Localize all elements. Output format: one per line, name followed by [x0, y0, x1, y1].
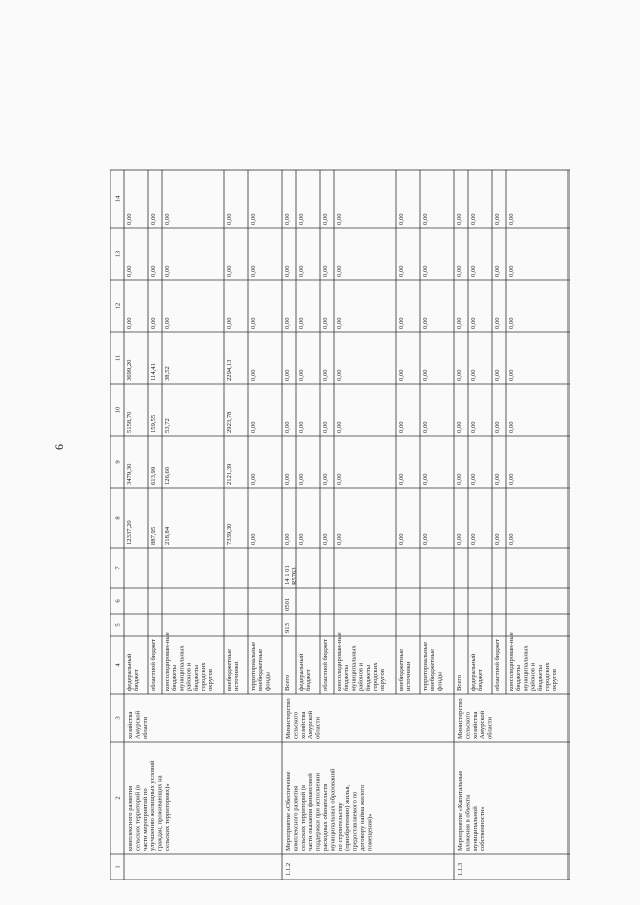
amount-value: 0,00 [322, 369, 329, 381]
amount-value: 7339,30 [226, 523, 233, 545]
amount-value: 0,00 [422, 421, 429, 433]
amount-value: 0,00 [336, 317, 343, 329]
row-name-line: помещения)» [366, 813, 374, 851]
amount-value: 218,84 [164, 526, 171, 545]
amount-value: 159,55 [150, 414, 157, 433]
source-label: округов [551, 669, 559, 691]
amount-value: 0,00 [322, 265, 329, 277]
amount-value: 0,00 [164, 317, 171, 329]
source-label: областной бюджет [322, 638, 329, 691]
amount-value: 0,00 [250, 473, 257, 485]
row-name-line: Мероприятие «Капитальные [457, 770, 464, 851]
amount-value: 0,00 [322, 473, 329, 485]
row-executor-line: хозяйства [299, 711, 307, 739]
column-number-13: 13 [114, 250, 122, 258]
amount-value: 0,00 [398, 369, 405, 381]
row-name-line: сельских территориях)» [164, 783, 171, 851]
row-name-line: вложения в объекты [464, 794, 472, 851]
amount-value: 0,00 [164, 265, 171, 277]
amount-value: 0,00 [150, 213, 157, 225]
amount-value: 0,00 [322, 213, 329, 225]
amount-value: 0,00 [470, 421, 477, 433]
source-label: муниципальных [350, 645, 358, 691]
column-number-11: 11 [114, 354, 122, 362]
amount-value: 0,00 [470, 369, 477, 381]
row-executor-line: Министерство [285, 698, 292, 739]
amount-value: 0,00 [164, 213, 171, 225]
source-label: городских [544, 662, 551, 691]
amount-value: 5158,70 [126, 411, 133, 433]
source-label: областной бюджет [150, 638, 157, 691]
column-number-10: 10 [114, 406, 122, 414]
amount-value: 0,00 [456, 265, 463, 277]
amount-value: 0,00 [150, 265, 157, 277]
source-label: источники [405, 661, 413, 691]
amount-value: 2294,13 [226, 359, 233, 381]
source-label: муниципальных [522, 645, 530, 691]
budget-table-grid [110, 30, 570, 880]
amount-value: 126,60 [164, 466, 171, 485]
column-number-4: 4 [114, 663, 122, 667]
amount-value: 0,00 [250, 421, 257, 433]
amount-value: 0,00 [336, 473, 343, 485]
amount-value: 0,00 [336, 421, 343, 433]
row-executor-line: Амурской [307, 710, 315, 739]
source-label: консолидирован-ные [336, 632, 343, 691]
amount-value: 0,00 [284, 533, 291, 545]
row-name-line: части оказания финансовой [307, 773, 315, 851]
amount-value: 0,00 [226, 265, 233, 277]
row-name-line: собственности» [479, 806, 487, 851]
source-label: федеральный [470, 653, 477, 691]
amount-value: 0,00 [494, 265, 501, 277]
amount-value: 0,00 [456, 533, 463, 545]
source-label: Всего [456, 674, 463, 691]
row-name-line: договору найма жилого [359, 784, 366, 851]
amount-value: 0,00 [508, 369, 515, 381]
amount-value: 0,00 [298, 473, 305, 485]
row-name-line: граждан, проживающих на [156, 775, 164, 851]
amount-value: 0,00 [456, 213, 463, 225]
source-label: консолидирован-ные [508, 632, 515, 691]
amount-value: 0,00 [336, 213, 343, 225]
amount-value: 613,99 [150, 466, 157, 485]
amount-value: 0,00 [298, 213, 305, 225]
row-name-line: сельских территорий (в [299, 784, 307, 851]
source-label: областной бюджет [494, 638, 501, 691]
amount-value: 0,00 [508, 421, 515, 433]
source-label: территориальные [250, 641, 257, 691]
amount-value: 0,00 [398, 533, 405, 545]
row-executor-line: Амурской [134, 710, 142, 739]
column-number-14: 14 [114, 195, 122, 203]
amount-value: 0,00 [250, 265, 257, 277]
amount-value: 0,00 [422, 317, 429, 329]
row-name-line: улучшению жилищных условий [149, 760, 157, 851]
source-label: бюджеты [343, 664, 351, 691]
source-label: фонды [264, 672, 272, 691]
amount-value: 0,00 [494, 421, 501, 433]
source-label: федеральный [126, 653, 133, 691]
amount-value: 0,00 [284, 421, 291, 433]
row-name-line: муниципальной [471, 806, 479, 851]
amount-value: 0,00 [470, 317, 477, 329]
amount-value: 0,00 [398, 473, 405, 485]
source-label: районов и [185, 662, 193, 691]
source-label: городских [200, 662, 207, 691]
source-label: источники [233, 661, 241, 691]
row-name-line: поддержки при исполнении [314, 772, 322, 851]
row-name-line: комплексного развития [127, 785, 134, 851]
row-executor-line: хозяйства [127, 711, 134, 739]
amount-value: 0,00 [494, 369, 501, 381]
amount-value: 0,00 [470, 473, 477, 485]
amount-value: 38,52 [164, 366, 171, 381]
amount-value: 0,00 [494, 213, 501, 225]
amount-value: 0,00 [456, 317, 463, 329]
budget-table [110, 30, 570, 880]
source-label: бюджет [477, 669, 485, 691]
amount-value: 0,00 [284, 265, 291, 277]
source-label: внебюджетные [257, 648, 265, 691]
amount-value: 0,00 [470, 533, 477, 545]
source-label: бюджеты [364, 664, 372, 691]
amount-value: 0,00 [398, 317, 405, 329]
row-name-line: комплексного развития [292, 785, 300, 851]
amount-value: 0,00 [508, 473, 515, 485]
amount-value: 0,00 [508, 317, 515, 329]
amount-value: 0,00 [508, 213, 515, 225]
source-label: фонды [436, 672, 444, 691]
row-executor-line: области [314, 716, 322, 739]
amount-value: 114,41 [150, 363, 157, 381]
amount-value: 0,00 [470, 265, 477, 277]
amount-value: 0,00 [250, 317, 257, 329]
amount-value: 0,00 [284, 473, 291, 485]
source-label: городских [372, 662, 379, 691]
amount-value: 0,00 [284, 317, 291, 329]
row-name-line: Мероприятие «Обеспечение [285, 771, 292, 851]
amount-value: 0,00 [126, 317, 133, 329]
amount-value: 2923,78 [226, 411, 233, 433]
source-label: территориальные [422, 641, 429, 691]
amount-value: 0,00 [422, 213, 429, 225]
row-name-line: расходных обязательств [322, 783, 329, 851]
row-executor-line: хозяйства [471, 711, 479, 739]
column-number-2: 2 [114, 796, 122, 800]
source-label: внебюджетные [429, 648, 437, 691]
amount-value: 0,00 [494, 473, 501, 485]
amount-value: 53,72 [164, 418, 171, 433]
source-label: бюджеты [171, 664, 179, 691]
source-label: Всего [284, 674, 291, 691]
amount-value: 0,00 [456, 421, 463, 433]
amount-value: 0,00 [422, 533, 429, 545]
amount-value: 0,00 [298, 533, 305, 545]
amount-value: 0,00 [422, 265, 429, 277]
amount-value: 0,00 [422, 473, 429, 485]
amount-value: 0,00 [322, 533, 329, 545]
amount-value: 0,00 [422, 369, 429, 381]
column-number-12: 12 [114, 302, 122, 310]
column-number-6: 6 [114, 599, 122, 603]
row-executor-line: сельского [292, 711, 300, 739]
amount-value: 0,00 [126, 213, 133, 225]
source-label: бюджеты [192, 664, 200, 691]
amount-value: 887,95 [150, 526, 157, 545]
source-label: бюджеты [515, 664, 523, 691]
amount-value: 0,00 [298, 317, 305, 329]
row-executor-line: Министерство [457, 698, 464, 739]
amount-value: 0,00 [322, 421, 329, 433]
page-number: 6 [52, 444, 66, 450]
row-executor-line: Амурской [479, 710, 487, 739]
amount-value: 0,00 [298, 369, 305, 381]
amount-value: 0,00 [456, 369, 463, 381]
source-label: округов [207, 669, 215, 691]
amount-value: 2121,39 [226, 463, 233, 485]
amount-value: 0,00 [336, 533, 343, 545]
column-number-9: 9 [114, 460, 122, 464]
kbk-csr: R5763 [291, 567, 299, 585]
amount-value: 0,00 [250, 213, 257, 225]
amount-value: 0,00 [508, 265, 515, 277]
row-executor-line: области [141, 716, 149, 739]
column-number-7: 7 [114, 566, 122, 570]
amount-value: 0,00 [226, 213, 233, 225]
source-label: муниципальных [178, 645, 186, 691]
amount-value: 0,00 [226, 317, 233, 329]
amount-value: 0,00 [398, 421, 405, 433]
kbk-csr: 14 1 01 [284, 565, 291, 585]
amount-value: 0,00 [508, 533, 515, 545]
amount-value: 0,00 [150, 317, 157, 329]
row-executor-line: области [486, 716, 494, 739]
amount-value: 0,00 [322, 317, 329, 329]
kbk-rz: 0501 [284, 597, 291, 611]
source-label: бюджет [305, 669, 313, 691]
column-number-1: 1 [114, 865, 122, 869]
amount-value: 0,00 [126, 265, 133, 277]
source-label: федеральный [298, 653, 305, 691]
row-code-1.1.3: 1.1.3 [457, 862, 464, 876]
row-name-line: части мероприятий по [141, 788, 149, 851]
source-label: внебюджетные [226, 648, 233, 691]
row-name-line: муниципальных образований [329, 768, 337, 851]
row-name-line: по строительству [336, 802, 344, 851]
amount-value: 3699,20 [126, 359, 133, 381]
amount-value: 0,00 [336, 265, 343, 277]
row-executor-line: сельского [464, 711, 472, 739]
row-name-line: предоставляемого по [351, 791, 359, 851]
source-label: консолидирован-ные [164, 632, 171, 691]
source-label: внебюджетные [398, 648, 405, 691]
source-label: округов [379, 669, 387, 691]
amount-value: 0,00 [470, 213, 477, 225]
amount-value: 0,00 [336, 369, 343, 381]
source-label: бюджеты [536, 664, 544, 691]
amount-value: 0,00 [250, 369, 257, 381]
amount-value: 0,00 [398, 213, 405, 225]
row-name-line: (приобретению) жилья, [344, 784, 352, 851]
amount-value: 0,00 [494, 317, 501, 329]
source-label: районов и [357, 662, 365, 691]
column-number-5: 5 [114, 623, 122, 627]
column-number-3: 3 [114, 716, 122, 720]
amount-value: 0,00 [494, 533, 501, 545]
amount-value: 0,00 [298, 421, 305, 433]
amount-value: 0,00 [298, 265, 305, 277]
amount-value: 0,00 [250, 533, 257, 545]
amount-value: 3479,30 [126, 463, 133, 485]
source-label: бюджет [133, 669, 141, 691]
row-name-line: сельских территорий (в [134, 784, 142, 851]
amount-value: 0,00 [398, 265, 405, 277]
kbk-gr: 913 [284, 623, 291, 633]
amount-value: 0,00 [456, 473, 463, 485]
amount-value: 12337,20 [126, 520, 133, 545]
column-number-8: 8 [114, 516, 122, 520]
amount-value: 0,00 [284, 213, 291, 225]
amount-value: 0,00 [284, 369, 291, 381]
row-code-1.1.2: 1.1.2 [285, 862, 292, 876]
source-label: районов и [529, 662, 537, 691]
